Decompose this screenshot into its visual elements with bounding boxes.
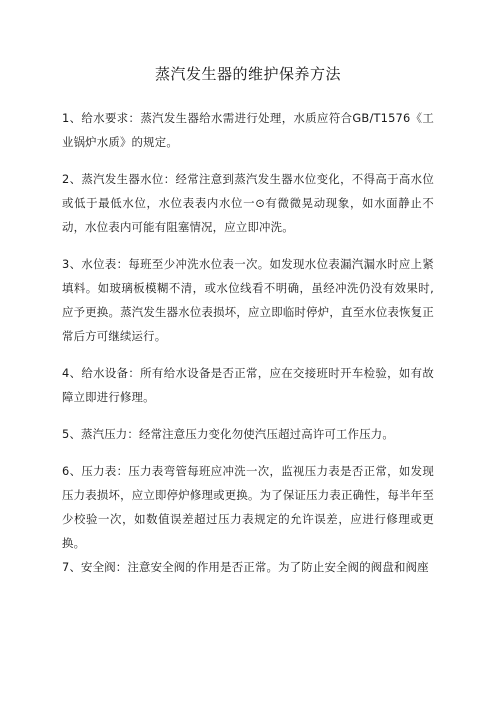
paragraph-steam-pressure: 5、蒸汽压力：经常注意压力变化勿使汽压超过高许可工作压力。 <box>62 427 394 441</box>
paragraph-feedwater: 1、给水要求：蒸汽发生器给水需进行处理，水质应符合GB/T1576《工业锅炉水质》的规定。 <box>62 111 434 149</box>
page-title: 蒸汽发生器的维护保养方法 <box>154 65 341 83</box>
paragraph-level-gauge: 3、水位表：每班至少冲洗水位表一次。如发现水位表漏汽漏水时应上紧填料。如玻璃板模糊不清，或水位线看不明确，虽经冲洗仍没有效果时,应予更换。蒸汽发生器水位表损坏，应立即临时停炉，直至水位表恢复正常后方可继续运行。 <box>62 257 434 343</box>
paragraph-feed-equipment: 4、给水设备：所有给水设备是否正常，应在交接班时开车检验，如有故障立即进行修理。 <box>62 366 434 404</box>
paragraph-water-level: 2、蒸汽发生器水位：经常注意到蒸汽发生器水位变化，不得高于高水位或低于最低水位，水位表表内水位一⊙有微微晃动现象，如水面静止不动，水位表内可能有阻塞情况，应立即冲洗。 <box>62 172 434 234</box>
document-body <box>62 106 434 592</box>
paragraph-safety-valve: 7、安全阀：注意安全阀的作用是否正常。为了防止安全阀的阀盘和阀座 <box>62 560 429 574</box>
paragraph-pressure-gauge: 6、压力表：压力表弯管每班应冲洗一次，监视压力表是否正常，如发现压力表损坏，应立即停炉修理或更换。为了保证压力表正确性，每半年至少校验一次，如数值误差超过压力表规定的允许误差，应进行修理或更换。 <box>62 464 434 550</box>
